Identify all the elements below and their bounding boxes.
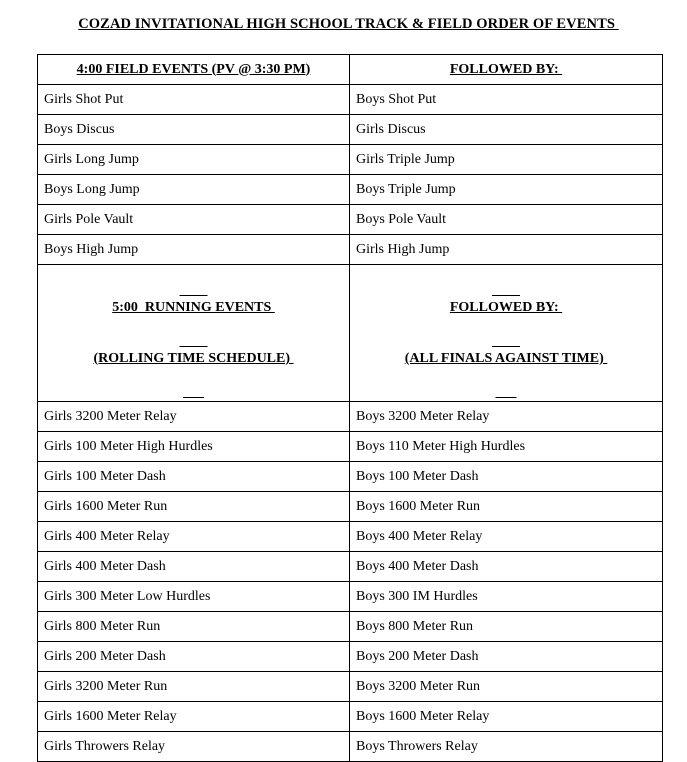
event-cell: Boys Throwers Relay [350, 732, 663, 762]
event-cell: Girls Pole Vault [38, 205, 350, 235]
event-cell: Boys 110 Meter High Hurdles [350, 432, 663, 462]
document-title: COZAD INVITATIONAL HIGH SCHOOL TRACK & FIELD ORDER OF EVENTS [78, 16, 619, 32]
table-row [38, 145, 663, 175]
event-cell: Girls 1600 Meter Run [38, 492, 350, 522]
event-cell: Boys 3200 Meter Relay [350, 402, 663, 432]
running-followed-by-line1: FOLLOWED BY: [449, 300, 563, 315]
table-row [38, 672, 663, 702]
order-of-events-table [37, 54, 663, 762]
event-cell: Girls 800 Meter Run [38, 612, 350, 642]
table-row [38, 402, 663, 432]
event-cell: Girls 100 Meter High Hurdles [38, 432, 350, 462]
event-cell: Girls 400 Meter Dash [38, 552, 350, 582]
running-followed-by-header [350, 265, 663, 402]
field-events-header: 4:00 FIELD EVENTS (PV @ 3:30 PM) [38, 55, 350, 85]
event-cell: Boys 400 Meter Relay [350, 522, 663, 552]
table-row [38, 702, 663, 732]
running-events-header-line1: 5:00 RUNNING EVENTS [112, 300, 275, 315]
running-events-header-line2: (ROLLING TIME SCHEDULE) [93, 351, 294, 366]
table-row [38, 492, 663, 522]
table-row [38, 732, 663, 762]
event-cell: Girls Throwers Relay [38, 732, 350, 762]
event-cell: Boys 1600 Meter Relay [350, 702, 663, 732]
table-row [38, 582, 663, 612]
event-cell: Boys 400 Meter Dash [350, 552, 663, 582]
event-cell: Boys Shot Put [350, 85, 663, 115]
event-cell: Girls 200 Meter Dash [38, 642, 350, 672]
event-cell: Girls Triple Jump [350, 145, 663, 175]
event-cell: Boys Triple Jump [350, 175, 663, 205]
event-cell: Boys 300 IM Hurdles [350, 582, 663, 612]
table-row [38, 115, 663, 145]
table-row [38, 462, 663, 492]
table-row [38, 612, 663, 642]
event-cell: Girls Long Jump [38, 145, 350, 175]
table-row [38, 235, 663, 265]
field-followed-by-header: FOLLOWED BY: [350, 55, 663, 85]
event-cell: Girls 100 Meter Dash [38, 462, 350, 492]
event-cell: Girls 1600 Meter Relay [38, 702, 350, 732]
event-cell: Boys Discus [38, 115, 350, 145]
table-row [38, 175, 663, 205]
event-cell: Girls 3200 Meter Run [38, 672, 350, 702]
event-cell: Boys 800 Meter Run [350, 612, 663, 642]
event-cell: Girls High Jump [350, 235, 663, 265]
event-cell: Boys 1600 Meter Run [350, 492, 663, 522]
running-events-header [38, 265, 350, 402]
table-row [38, 205, 663, 235]
running-events-header-row [38, 265, 663, 402]
event-cell: Girls Shot Put [38, 85, 350, 115]
event-cell: Girls 400 Meter Relay [38, 522, 350, 552]
event-cell: Girls 3200 Meter Relay [38, 402, 350, 432]
event-cell: Boys High Jump [38, 235, 350, 265]
event-cell: Boys 200 Meter Dash [350, 642, 663, 672]
event-cell: Girls Discus [350, 115, 663, 145]
event-cell: Girls 300 Meter Low Hurdles [38, 582, 350, 612]
event-cell: Boys 3200 Meter Run [350, 672, 663, 702]
event-cell: Boys Long Jump [38, 175, 350, 205]
event-cell: Boys Pole Vault [350, 205, 663, 235]
table-row [38, 522, 663, 552]
table-row [38, 642, 663, 672]
field-events-header-row [38, 55, 663, 85]
event-cell: Boys 100 Meter Dash [350, 462, 663, 492]
table-row [38, 552, 663, 582]
table-row [38, 432, 663, 462]
table-row [38, 85, 663, 115]
running-followed-by-line2: (ALL FINALS AGAINST TIME) [404, 351, 608, 366]
